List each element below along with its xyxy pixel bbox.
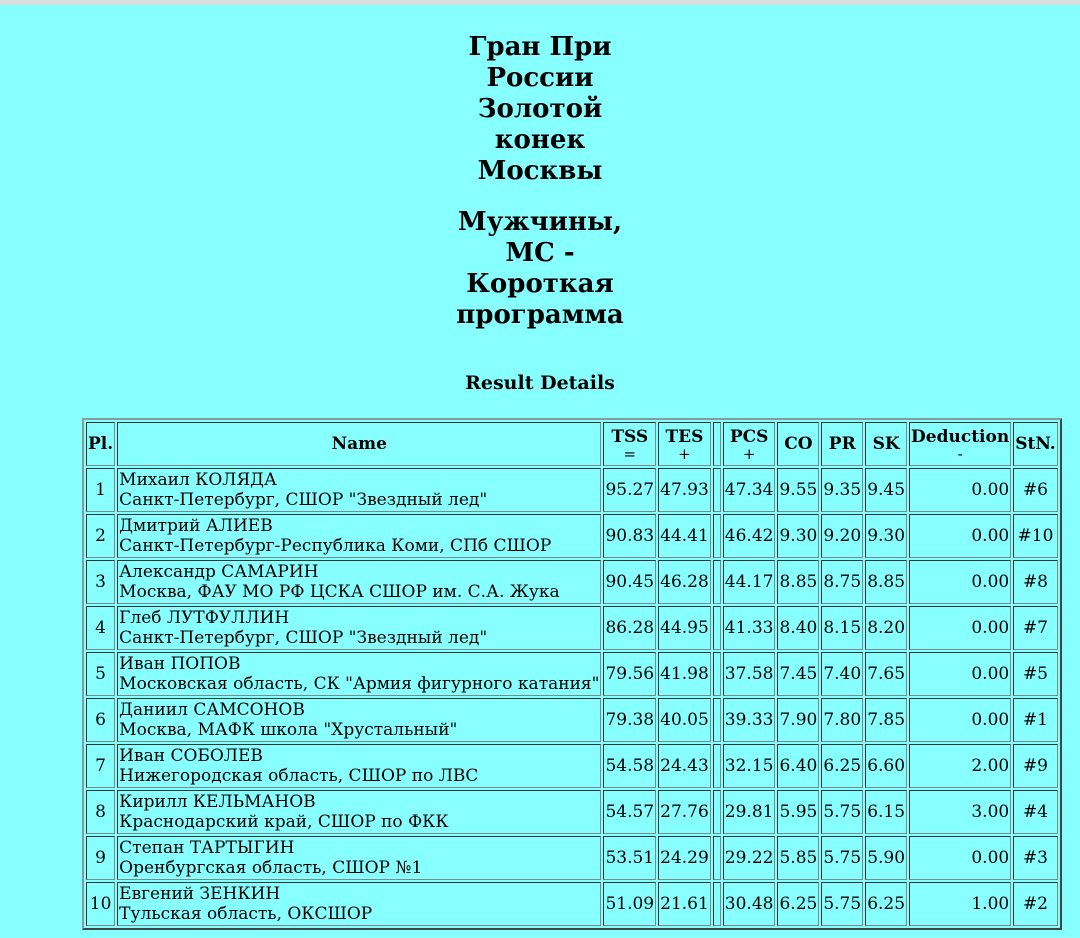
deduction-cell: 0.00: [909, 560, 1011, 604]
page-title: [0, 32, 1080, 331]
table-row: [86, 652, 1058, 696]
place-cell: 4: [86, 606, 115, 650]
co-cell: 7.90: [777, 698, 819, 742]
skater-cell: [117, 514, 601, 558]
skater-cell: [117, 882, 601, 926]
pr-cell: 7.40: [821, 652, 863, 696]
table-row: [86, 744, 1058, 788]
column-separator: [713, 882, 721, 926]
skater-name: Дмитрий АЛИЕВ: [119, 516, 273, 536]
tes-cell: 47.93: [658, 468, 711, 512]
tss-cell: 53.51: [603, 836, 656, 880]
deduction-cell: 2.00: [909, 744, 1011, 788]
table-row: [86, 514, 1058, 558]
tes-cell: 46.28: [658, 560, 711, 604]
place-cell: 1: [86, 468, 115, 512]
co-cell: 6.25: [777, 882, 819, 926]
tes-cell: 24.43: [658, 744, 711, 788]
skater-cell: [117, 560, 601, 604]
start-number-cell: #2: [1013, 882, 1058, 926]
segment-title-line: МС -: [505, 238, 575, 268]
sk-cell: 6.60: [865, 744, 907, 788]
place-cell: 5: [86, 652, 115, 696]
co-cell: 6.40: [777, 744, 819, 788]
sk-cell: 7.65: [865, 652, 907, 696]
pcs-cell: 37.58: [723, 652, 776, 696]
segment-title-line: Короткая: [466, 269, 614, 299]
table-row: [86, 790, 1058, 834]
start-number-cell: #4: [1013, 790, 1058, 834]
pcs-cell: 41.33: [723, 606, 776, 650]
tes-cell: 24.29: [658, 836, 711, 880]
column-separator: [713, 560, 721, 604]
pcs-cell: 29.81: [723, 790, 776, 834]
col-pcs-label: PCS: [729, 427, 769, 447]
pcs-cell: 30.48: [723, 882, 776, 926]
col-tss-header: [603, 422, 656, 466]
tes-cell: 44.95: [658, 606, 711, 650]
skater-club: Оренбургская область, СШОР №1: [119, 858, 423, 878]
skater-name: Иван ПОПОВ: [119, 654, 241, 674]
sk-cell: 9.30: [865, 514, 907, 558]
column-separator: [713, 514, 721, 558]
deduction-cell: 0.00: [909, 514, 1011, 558]
skater-name: Иван СОБОЛЕВ: [119, 746, 263, 766]
start-number-cell: #7: [1013, 606, 1058, 650]
skater-cell: [117, 744, 601, 788]
skater-club: Санкт-Петербург-Республика Коми, СПб СШОР: [119, 536, 552, 556]
skater-cell: [117, 790, 601, 834]
col-tes-operator: +: [678, 445, 691, 463]
start-number-cell: #6: [1013, 468, 1058, 512]
pr-cell: 7.80: [821, 698, 863, 742]
tss-cell: 90.45: [603, 560, 656, 604]
tes-cell: 21.61: [658, 882, 711, 926]
skater-name: Кирилл КЕЛЬМАНОВ: [119, 792, 316, 812]
skater-club: Нижегородская область, СШОР по ЛВС: [119, 766, 479, 786]
tes-cell: 41.98: [658, 652, 711, 696]
skater-name: Михаил КОЛЯДА: [119, 470, 277, 490]
skater-club: Москва, МАФК школа "Хрустальный": [119, 720, 458, 740]
place-cell: 7: [86, 744, 115, 788]
column-separator: [713, 790, 721, 834]
column-separator: [713, 698, 721, 742]
tss-cell: 79.38: [603, 698, 656, 742]
event-title-line: России: [486, 63, 594, 93]
skater-club: Санкт-Петербург, СШОР "Звездный лед": [119, 628, 488, 648]
col-deduction-operator: -: [957, 445, 963, 463]
tes-cell: 27.76: [658, 790, 711, 834]
skater-cell: [117, 652, 601, 696]
pcs-cell: 39.33: [723, 698, 776, 742]
skater-name: Даниил САМСОНОВ: [119, 700, 305, 720]
place-cell: 2: [86, 514, 115, 558]
place-cell: 9: [86, 836, 115, 880]
skater-name: Александр САМАРИН: [119, 562, 319, 582]
skater-cell: [117, 468, 601, 512]
deduction-cell: 0.00: [909, 698, 1011, 742]
tss-cell: 86.28: [603, 606, 656, 650]
skater-club: Тульская область, ОКСШОР: [119, 904, 373, 924]
skater-name: Степан ТАРТЫГИН: [119, 838, 295, 858]
col-sk-header: SK: [865, 422, 907, 466]
pr-cell: 5.75: [821, 836, 863, 880]
pr-cell: 8.15: [821, 606, 863, 650]
col-pl-header: Pl.: [86, 422, 115, 466]
tes-cell: 44.41: [658, 514, 711, 558]
table-header-row: [86, 422, 1058, 466]
column-separator: [713, 652, 721, 696]
co-cell: 8.85: [777, 560, 819, 604]
co-cell: 5.95: [777, 790, 819, 834]
pr-cell: 9.35: [821, 468, 863, 512]
skater-cell: [117, 698, 601, 742]
skater-club: Москва, ФАУ МО РФ ЦСКА СШОР им. С.А. Жука: [119, 582, 560, 602]
pcs-cell: 32.15: [723, 744, 776, 788]
tes-cell: 40.05: [658, 698, 711, 742]
pcs-cell: 46.42: [723, 514, 776, 558]
pr-cell: 8.75: [821, 560, 863, 604]
sk-cell: 5.90: [865, 836, 907, 880]
table-row: [86, 698, 1058, 742]
column-separator: [713, 836, 721, 880]
table-row: [86, 882, 1058, 926]
sk-cell: 6.15: [865, 790, 907, 834]
pr-cell: 6.25: [821, 744, 863, 788]
col-tss-operator: =: [623, 445, 637, 463]
sk-cell: 8.85: [865, 560, 907, 604]
col-pr-header: PR: [821, 422, 863, 466]
deduction-cell: 0.00: [909, 836, 1011, 880]
event-title-line: конек: [494, 125, 586, 155]
column-separator: [713, 468, 721, 512]
pcs-cell: 29.22: [723, 836, 776, 880]
start-number-cell: #10: [1013, 514, 1058, 558]
tss-cell: 54.58: [603, 744, 656, 788]
col-co-header: CO: [777, 422, 819, 466]
tss-cell: 54.57: [603, 790, 656, 834]
skater-cell: [117, 606, 601, 650]
deduction-cell: 0.00: [909, 468, 1011, 512]
results-table: [82, 418, 1062, 930]
skater-name: Глеб ЛУТФУЛЛИН: [119, 608, 290, 628]
place-cell: 6: [86, 698, 115, 742]
result-details-heading: Result Details: [465, 372, 615, 394]
sk-cell: 6.25: [865, 882, 907, 926]
tss-cell: 51.09: [603, 882, 656, 926]
place-cell: 10: [86, 882, 115, 926]
place-cell: 8: [86, 790, 115, 834]
co-cell: 9.55: [777, 468, 819, 512]
tss-cell: 90.83: [603, 514, 656, 558]
skater-club: Московская область, СК "Армия фигурного катания": [119, 674, 600, 694]
col-stn-header: StN.: [1013, 422, 1058, 466]
pcs-cell: 44.17: [723, 560, 776, 604]
co-cell: 5.85: [777, 836, 819, 880]
place-cell: 3: [86, 560, 115, 604]
co-cell: 9.30: [777, 514, 819, 558]
start-number-cell: #3: [1013, 836, 1058, 880]
deduction-cell: 0.00: [909, 652, 1011, 696]
table-row: [86, 468, 1058, 512]
table-row: [86, 836, 1058, 880]
deduction-cell: 3.00: [909, 790, 1011, 834]
event-title-line: Гран При: [468, 32, 612, 62]
deduction-cell: 1.00: [909, 882, 1011, 926]
co-cell: 7.45: [777, 652, 819, 696]
col-name-header: Name: [117, 422, 601, 466]
sk-cell: 7.85: [865, 698, 907, 742]
event-title-line: Золотой: [477, 94, 603, 124]
col-deduction-label: Deduction: [911, 427, 1010, 447]
sk-cell: 8.20: [865, 606, 907, 650]
col-deduction-header: [909, 422, 1011, 466]
skater-club: Краснодарский край, СШОР по ФКК: [119, 812, 449, 832]
col-tes-label: TES: [665, 427, 704, 447]
column-separator: [713, 744, 721, 788]
pr-cell: 5.75: [821, 790, 863, 834]
pr-cell: 5.75: [821, 882, 863, 926]
tss-cell: 95.27: [603, 468, 656, 512]
skater-cell: [117, 836, 601, 880]
col-pcs-header: [723, 422, 776, 466]
pcs-cell: 47.34: [723, 468, 776, 512]
co-cell: 8.40: [777, 606, 819, 650]
deduction-cell: 0.00: [909, 606, 1011, 650]
start-number-cell: #8: [1013, 560, 1058, 604]
segment-title-line: Мужчины,: [457, 207, 623, 237]
table-row: [86, 606, 1058, 650]
start-number-cell: #9: [1013, 744, 1058, 788]
start-number-cell: #1: [1013, 698, 1058, 742]
browser-top-strip: [0, 0, 1080, 5]
col-tes-header: [658, 422, 711, 466]
column-separator: [713, 606, 721, 650]
column-separator: [713, 422, 721, 466]
sk-cell: 9.45: [865, 468, 907, 512]
event-title-line: Москвы: [477, 156, 603, 186]
skater-club: Санкт-Петербург, СШОР "Звездный лед": [119, 490, 488, 510]
table-row: [86, 560, 1058, 604]
pr-cell: 9.20: [821, 514, 863, 558]
segment-title-line: программа: [456, 300, 624, 330]
tss-cell: 79.56: [603, 652, 656, 696]
col-pcs-operator: +: [742, 445, 756, 463]
start-number-cell: #5: [1013, 652, 1058, 696]
col-tss-label: TSS: [611, 427, 649, 447]
skater-name: Евгений ЗЕНКИН: [119, 884, 281, 904]
